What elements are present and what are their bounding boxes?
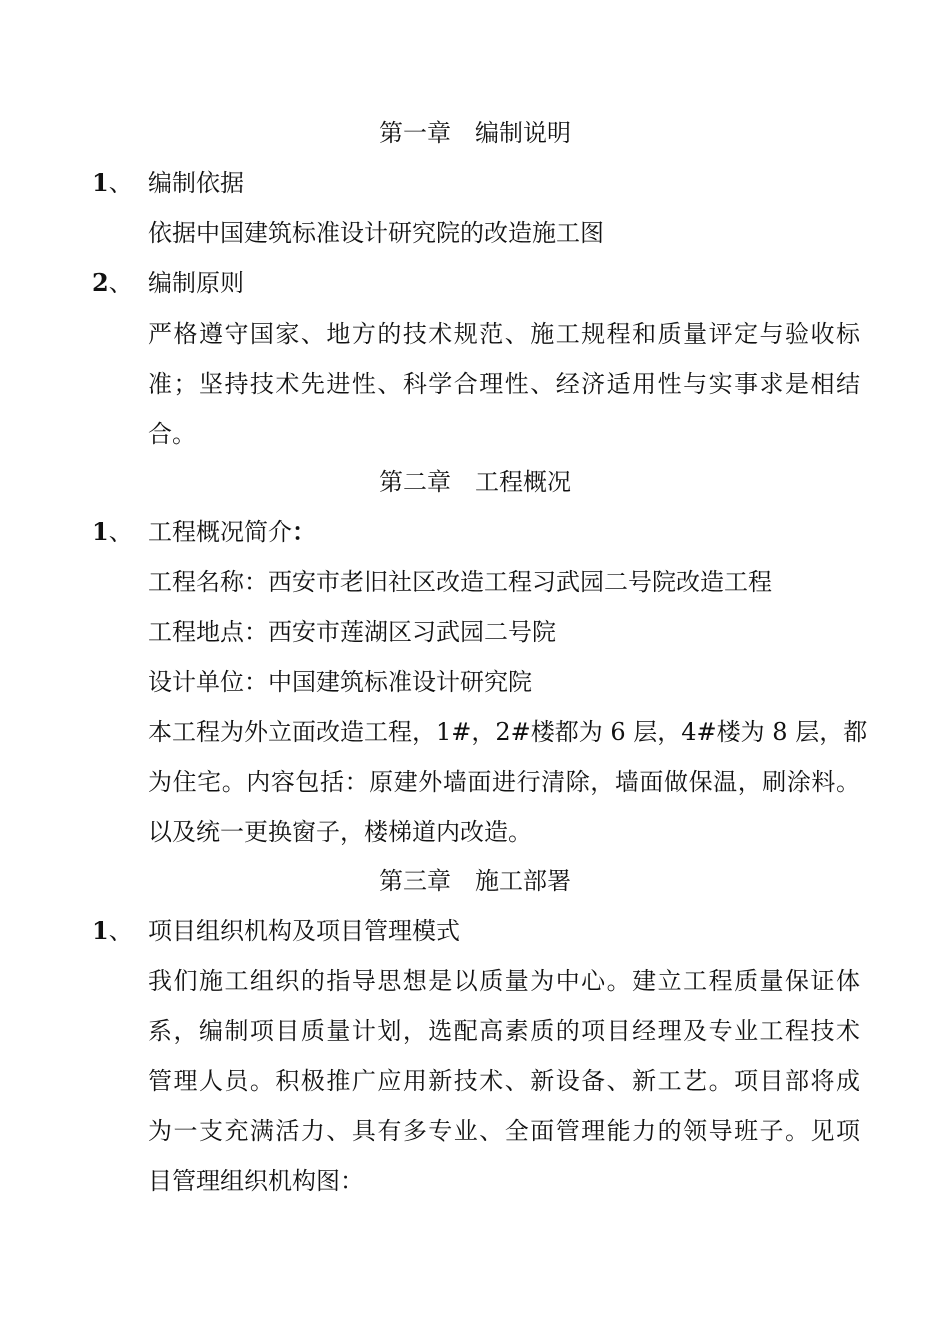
paragraph-line: 工程名称：西安市老旧社区改造工程习武园二号院改造工程 — [148, 568, 772, 596]
paragraph-line: 管理人员。积极推广应用新技术、新设备、新工艺。项目部将成 — [148, 1067, 860, 1095]
section-heading — [148, 516, 316, 548]
section-number-separator: 、 — [108, 269, 133, 297]
section-number — [92, 167, 133, 199]
paragraph-line: 准；坚持技术先进性、科学合理性、经济适用性与实事求是相结 — [148, 370, 860, 398]
section-number-separator: 、 — [108, 917, 133, 945]
paragraph-line: 我们施工组织的指导思想是以质量为中心。建立工程质量保证体 — [148, 967, 860, 995]
paragraph-line: 工程地点：西安市莲湖区习武园二号院 — [148, 618, 556, 646]
section-number — [92, 516, 133, 548]
section-number-separator: 、 — [108, 518, 133, 546]
paragraph-line: 以及统一更换窗子，楼梯道内改造。 — [148, 818, 532, 846]
paragraph-line: 本工程为外立面改造工程，1#，2#楼都为 6 层，4#楼为 8 层，都 — [148, 718, 868, 746]
paragraph-line: 为一支充满活力、具有多专业、全面管理能力的领导班子。见项 — [148, 1117, 860, 1145]
section-number — [92, 915, 133, 947]
section-number-digit: 1 — [92, 517, 109, 546]
paragraph-line: 设计单位：中国建筑标准设计研究院 — [148, 668, 532, 696]
section-number-digit: 2 — [92, 268, 109, 297]
paragraph-line: 目管理组织机构图： — [148, 1167, 364, 1195]
section-number-digit: 1 — [92, 168, 109, 197]
section-heading: 项目组织机构及项目管理模式 — [148, 917, 460, 945]
section-number-digit: 1 — [92, 916, 109, 945]
section-heading: 编制依据 — [148, 169, 244, 197]
chapter-3-title: 第三章 施工部署 — [379, 867, 571, 895]
section-number-separator: 、 — [108, 169, 133, 197]
chapter-1-title: 第一章 编制说明 — [379, 119, 571, 147]
paragraph-line: 系，编制项目质量计划，选配高素质的项目经理及专业工程技术 — [148, 1017, 860, 1045]
section-heading-colon: ： — [292, 517, 316, 546]
chapter-2-title: 第二章 工程概况 — [379, 468, 571, 496]
section-heading: 编制原则 — [148, 269, 244, 297]
paragraph-line: 依据中国建筑标准设计研究院的改造施工图 — [148, 219, 604, 247]
paragraph-line: 合。 — [148, 420, 196, 448]
paragraph-line: 严格遵守国家、地方的技术规范、施工规程和质量评定与验收标 — [148, 320, 860, 348]
section-number — [92, 267, 133, 299]
section-heading-text: 工程概况简介 — [148, 518, 292, 546]
paragraph-line: 为住宅。内容包括：原建外墙面进行清除，墙面做保温，刷涂料。 — [148, 768, 860, 796]
